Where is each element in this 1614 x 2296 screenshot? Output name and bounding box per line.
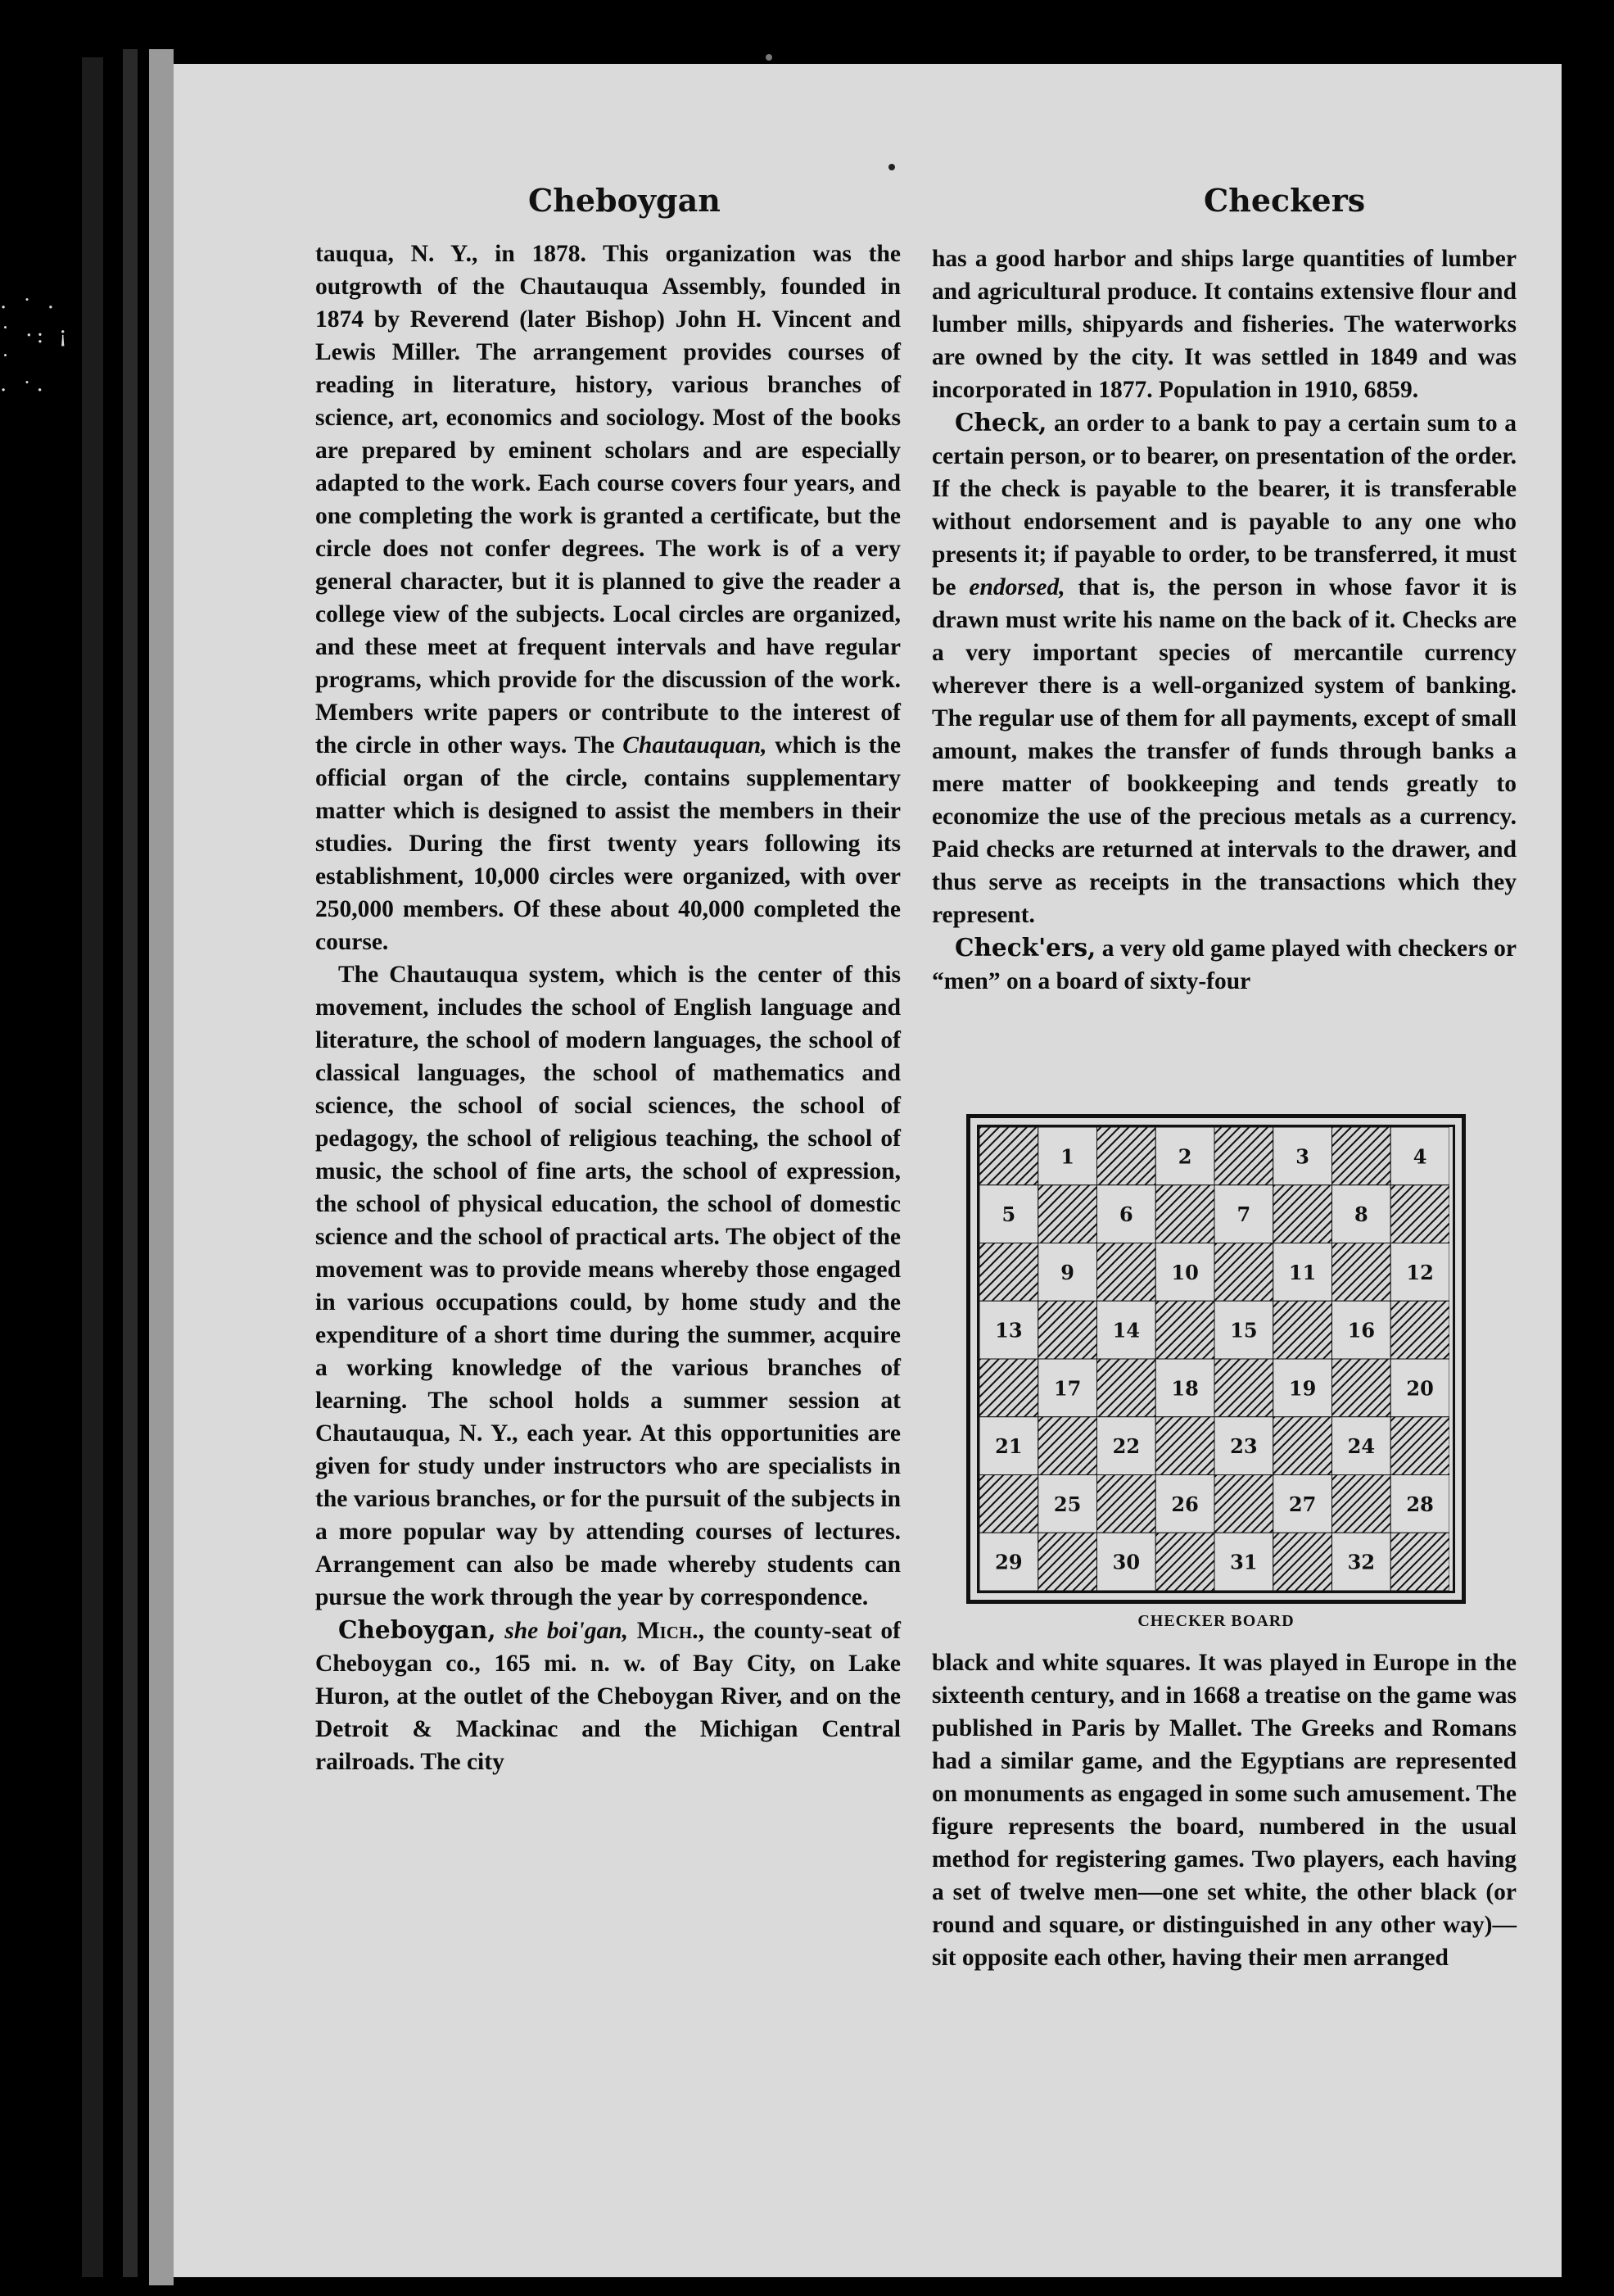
dark-square	[979, 1127, 1038, 1185]
paragraph-italic: Chautauquan,	[622, 732, 767, 759]
square-number: 10	[1171, 1260, 1199, 1284]
square-number: 23	[1230, 1434, 1258, 1459]
dark-square	[1390, 1301, 1449, 1359]
paragraph	[315, 1614, 901, 1778]
dark-square	[1332, 1243, 1391, 1302]
square-number: 14	[1112, 1318, 1141, 1343]
square-number: 18	[1171, 1376, 1199, 1401]
square-number: 26	[1171, 1492, 1199, 1516]
paragraph-text: the county-seat of Cheboygan co., 165 mi. n. w. of Bay City, on Lake Huron, at the outlet of the Cheboygan River, and on the Detroit & Mackinac and the Michigan Central railroads. The city	[315, 1618, 901, 1775]
dark-square	[1273, 1301, 1332, 1359]
binding-shadow	[123, 49, 138, 2277]
paragraph	[315, 238, 901, 958]
square-number: 4	[1413, 1144, 1427, 1169]
paragraph-text: tauqua, N. Y., in 1878. This organization was the outgrowth of the Chautauqua Assembly, founded in 1874 by Reverend (later Bishop) John H. Vincent and Lewis Miller. The arrangement provides courses of reading in literature, history, various branches of science, art, economics and sociology. Most of the books are prepared by eminent scholars and are especially adapted to the work. Each course covers four years, and one completing the work is granted a certificate, but the circle does not confer degrees. The work is of a very general character, but it is planned to give the reader a college view of the subjects. Local circles are organized, and these meet at frequent intervals and have regular programs, which provide for the discussion of the work. Members write papers or contribute to the interest of the circle in other ways. The	[315, 241, 901, 759]
scan-speck	[766, 54, 772, 61]
dark-square	[979, 1475, 1038, 1533]
square-number: 9	[1060, 1260, 1074, 1284]
dark-square	[1390, 1185, 1449, 1243]
dark-square	[1214, 1359, 1273, 1417]
square-number: 30	[1112, 1550, 1141, 1574]
left-column	[315, 238, 901, 1778]
square-number: 13	[995, 1318, 1023, 1343]
dark-square	[1273, 1417, 1332, 1475]
running-head-right: Checkers	[1204, 182, 1366, 219]
dark-square	[1332, 1475, 1391, 1533]
square-number: 31	[1230, 1550, 1258, 1574]
square-number: 22	[1112, 1434, 1141, 1459]
pronunciation: she boi'gan,	[504, 1618, 629, 1644]
dark-square	[1214, 1127, 1273, 1185]
paragraph-text: which is the official organ of the circle, contains supplementary matter which is designed to assist the members in their studies. During the first twenty years following its establishment, 10,000 circles were organized, with over 250,000 members. Of these about 40,000 completed the course.	[315, 732, 901, 955]
square-number: 27	[1288, 1492, 1317, 1516]
paragraph-text: a very old game played with checkers or “men” on a board of sixty-four	[932, 935, 1517, 994]
dark-square	[1273, 1533, 1332, 1591]
dark-square	[1155, 1417, 1214, 1475]
dark-square	[1097, 1243, 1156, 1302]
square-number: 11	[1288, 1260, 1317, 1284]
paragraph: The Chautauqua system, which is the center of this movement, includes the school of English language and literature, the school of modern languages, the school of classical languages, the school of mathematics and science, the school of social sciences, the school of pedagogy, the school of religious teaching, the school of music, the school of fine arts, the school of expression, the school of physical education, the school of domestic science and the school of practical arts. The object of the movement was to provide means whereby those engaged in various occupations could, by home study and the expenditure of a short time during the summer, acquire a working knowledge of the various branches of learning. The school holds a summer session at Chautauqua, N. Y., each year. At this opportunities are given for study under instructors who are specialists in the various branches, or for the pursuit of the subjects in a more popular way by attending courses of lectures. Arrangement can also be made whereby students can pursue the work through the year by correspondence.	[315, 962, 901, 1610]
dark-square	[1097, 1359, 1156, 1417]
square-number: 29	[995, 1550, 1023, 1574]
square-number: 32	[1347, 1550, 1376, 1574]
paragraph: black and white squares. It was played in Europe in the sixteenth century, and in 1668 a treatise on the game was published in Paris by Mallet. The Greeks and Romans had a similar game, and the Egyptians are represented on monuments as engaged in some such amusement. The figure represents the board, numbered in the usual method for registering games. Two players, each having a set of twelve men—one set white, the other black (or round and square, or distinguished in any other way)—sit opposite each other, having their men arranged	[932, 1650, 1517, 1971]
figure-caption: CHECKER BOARD	[1137, 1612, 1295, 1630]
square-number: 2	[1178, 1144, 1192, 1169]
scan-speck	[888, 164, 895, 170]
headword: Cheboygan,	[338, 1615, 496, 1644]
square-number: 20	[1406, 1376, 1434, 1401]
square-number: 5	[1001, 1202, 1016, 1227]
running-head-left: Cheboygan	[528, 182, 721, 219]
square-number: 24	[1347, 1434, 1376, 1459]
dark-square	[1332, 1127, 1391, 1185]
dark-square	[1214, 1243, 1273, 1302]
square-number: 28	[1406, 1492, 1434, 1516]
page-edge	[149, 49, 174, 2285]
paragraph	[932, 931, 1517, 998]
board-border	[977, 1125, 1455, 1593]
board-frame	[966, 1114, 1466, 1604]
headword: Check,	[955, 408, 1047, 437]
checker-board-figure	[966, 1114, 1466, 1631]
paragraph-text: that is, the person in whose favor it is drawn must write his name on the back of it. Checks are a very important species of mercantile currency wherever there is a well-organized system of banking. The regular use of them for all payments, except of small amount, makes the transfer of funds through banks a mere matter of bookkeeping and tends greatly to economize the use of the precious metals as a currency. Paid checks are returned at intervals to the drawer, and thus serve as receipts in the transactions which they represent.	[932, 574, 1517, 928]
dark-square	[1038, 1301, 1097, 1359]
square-number: 8	[1354, 1202, 1368, 1227]
square-number: 12	[1406, 1260, 1434, 1284]
paragraph: has a good harbor and ships large quantities of lumber and agricultural produce. It contains extensive flour and lumber mills, shipyards and fisheries. The waterworks are owned by the city. It was settled in 1849 and was incorporated in 1877. Population in 1910, 6859.	[932, 246, 1517, 403]
headword: Check'ers,	[955, 933, 1096, 962]
checker-board	[979, 1127, 1449, 1591]
dark-square	[1097, 1475, 1156, 1533]
dark-square	[1038, 1533, 1097, 1591]
dark-square	[1214, 1475, 1273, 1533]
dark-square	[1038, 1185, 1097, 1243]
dark-square	[1038, 1417, 1097, 1475]
square-number: 17	[1053, 1376, 1082, 1401]
dark-square	[979, 1243, 1038, 1302]
square-number: 6	[1119, 1202, 1133, 1227]
paragraph-text: an order to a bank to pay a certain sum to a certain person, or to bearer, on presentation of the order. If the check is payable to the bearer, it is transferable without endorsement and is payable to any one who presents it; if payable to order, to be transferred, it must be	[932, 410, 1517, 600]
square-number: 3	[1295, 1144, 1309, 1169]
dark-square	[1155, 1533, 1214, 1591]
square-number: 7	[1236, 1202, 1251, 1227]
dark-square	[1390, 1417, 1449, 1475]
dark-square	[979, 1359, 1038, 1417]
square-number: 1	[1060, 1144, 1074, 1169]
right-column-continued	[932, 1646, 1517, 1974]
paragraph	[932, 406, 1517, 931]
dark-square	[1390, 1533, 1449, 1591]
dark-square	[1097, 1127, 1156, 1185]
dark-square	[1155, 1301, 1214, 1359]
state-abbrev: Mich.,	[636, 1618, 704, 1644]
right-column	[932, 242, 1517, 998]
square-number: 19	[1288, 1376, 1317, 1401]
square-number: 16	[1347, 1318, 1376, 1343]
square-number: 25	[1053, 1492, 1082, 1516]
dark-square	[1155, 1185, 1214, 1243]
dark-square	[1273, 1185, 1332, 1243]
square-number: 21	[995, 1434, 1023, 1459]
paragraph-italic: endorsed,	[969, 574, 1065, 600]
square-number: 15	[1230, 1318, 1258, 1343]
scan-noise: · ˙ · ˙ ·: ¡ ˙ · ˙·	[0, 296, 72, 404]
dark-square	[1332, 1359, 1391, 1417]
